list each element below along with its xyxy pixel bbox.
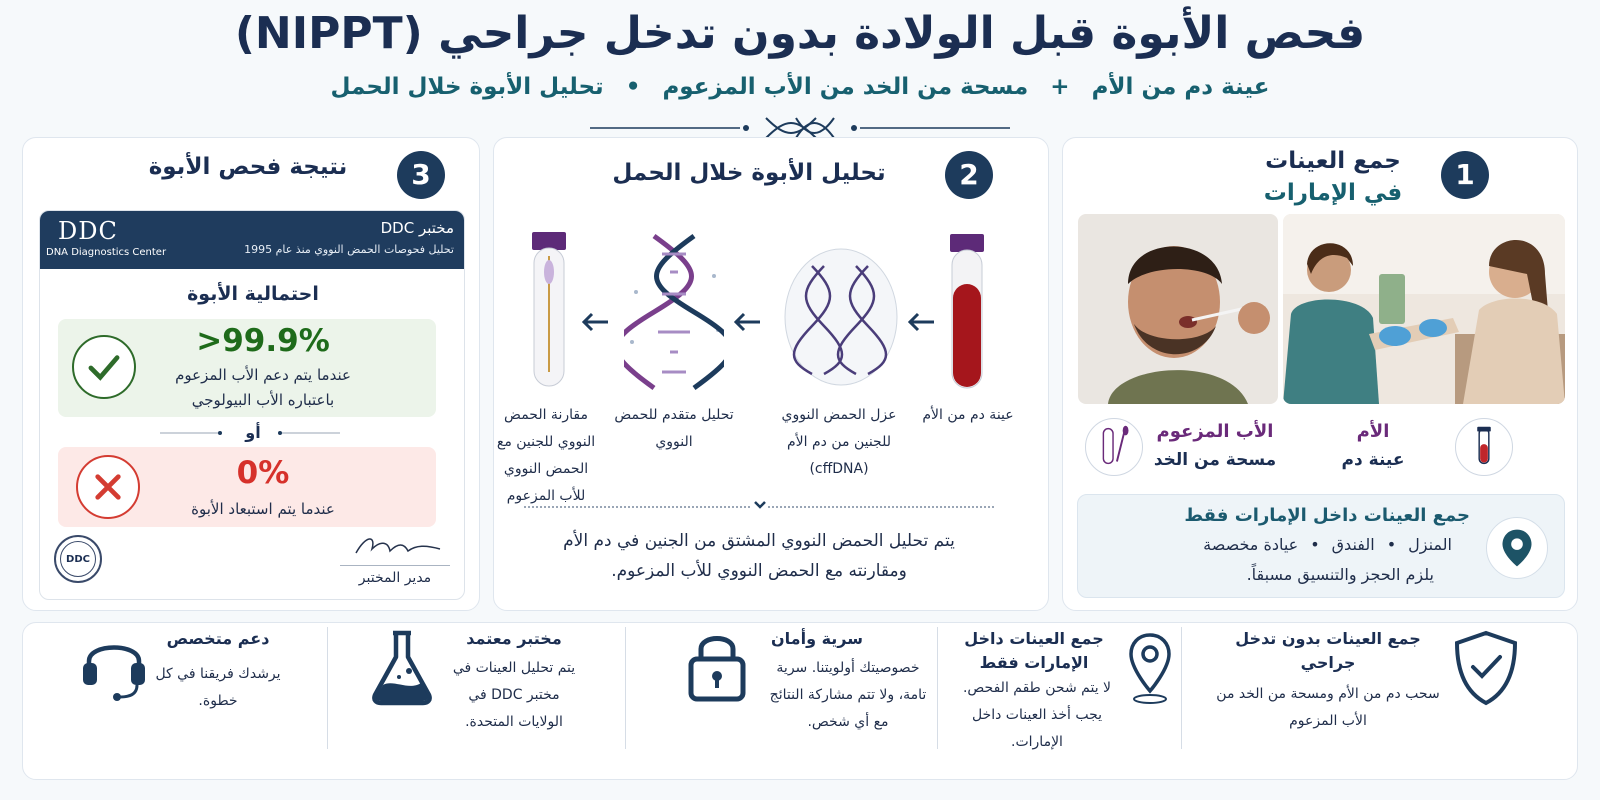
feature-privacy [627,623,933,781]
step1-title-location: في الإمارات [1263,180,1403,206]
positive-probability: >99.9% [196,323,330,359]
subtitle-analysis: تحليل الأبوة خلال الحمل [330,74,604,100]
feature-divider [1181,627,1182,749]
arrow-left-icon [906,312,936,332]
ddc-logo: DDC [58,217,118,245]
place-separator: • [1386,535,1397,554]
place-separator: • [1310,535,1320,554]
swab-tube-icon [524,232,574,392]
feature-text: لا يتم شحن طقم الفحص. يجب أخذ العينات داخل الإمارات. [962,680,1112,750]
report-header [40,211,465,269]
arrow-left-icon [580,312,610,332]
feature-divider [625,627,626,749]
positive-result-box [58,319,436,417]
step2-number: 2 [945,151,993,199]
feature-title: سرية وأمان [771,629,863,648]
negative-description: عندما يتم استبعاد الأبوة [191,500,335,518]
blood-tube-icon [1455,418,1513,476]
page-title: فحص الأبوة قبل الولادة بدون تدخل جراحي (NIPPT) [234,8,1366,59]
subtitle-plus: + [1050,74,1070,100]
checkmark-icon [72,335,136,399]
shield-check-icon [1451,629,1521,707]
feature-divider [327,627,328,749]
result-report-card [39,210,465,600]
step3-number: 3 [397,151,445,199]
father-label: الأب المزعوم [1156,421,1274,442]
location-pin-icon [1125,629,1175,709]
feature-title: دعم متخصص [166,629,270,648]
chevron-down-icon [752,498,768,512]
positive-description: عندما يتم دعم الأب المزعوم باعتباره الأب البيولوجي [175,366,351,409]
feature-text: يتم تحليل العينات في مختبر DDC في الولايات المتحدة. [452,660,576,730]
blood-sample-label: عينة دم من الأم [922,407,1014,423]
feature-noninvasive [1183,623,1573,781]
step2-title: تحليل الأبوة خلال الحمل [612,160,886,186]
cross-icon [76,455,140,519]
cffdna-isolation-label: عزل الحمض النووي للجنين من دم الأم (cffDNA) [781,407,897,477]
place-home: المنزل [1408,535,1452,554]
dna-analysis-label: تحليل متقدم للحمض النووي [614,407,734,450]
mother-sample-type: عينة دم [1341,450,1405,470]
feature-text: خصوصيتك أولويتنا. سرية تامة، ولا تتم مشاركة النتائج مع أي شخص. [769,660,927,730]
uae-collection-title: جمع العينات داخل الإمارات فقط [1184,505,1470,526]
negative-result-box [58,447,436,527]
seal-text: DDC [60,541,96,577]
step3-title: نتيجة فحص الأبوة [148,154,348,180]
dna-helix-icon [624,232,724,392]
or-label: أو [245,423,261,442]
negative-probability: 0% [236,455,290,491]
place-hotel: الفندق [1331,535,1375,554]
feature-text: يرشدك فريقنا في كل خطوة. [155,666,281,709]
father-sample-type: مسحة من الخد [1153,450,1277,470]
feature-accredited-lab [329,623,621,781]
step3-panel [22,137,480,611]
step1-title: جمع العينات [1265,148,1401,174]
feature-text: سحب دم من الأم ومسحة من الخد من الأب المزعوم [1216,686,1440,729]
feature-title: مختبر معتمد [466,629,562,648]
director-signature [346,531,446,561]
dna-comparison-label: مقارنة الحمض النووي للجنين مع الحمض النووي للأب المزعوم [496,407,596,504]
features-strip [22,622,1578,780]
probability-title: احتمالية الأبوة [187,283,319,305]
feature-title: جمع العينات بدون تدخل جراحي [1235,629,1421,672]
signature-label: مدير المختبر [340,565,450,586]
step2-panel [493,137,1049,611]
feature-support [33,623,323,781]
arrow-left-icon [732,312,762,332]
feature-uae-only [939,623,1179,781]
step1-number: 1 [1441,151,1489,199]
subtitle-dot: • [625,74,641,100]
flask-icon [369,627,435,707]
uae-collection-box [1077,494,1565,598]
step1-panel [1062,137,1578,611]
headset-icon [79,627,149,703]
father-cheek-swab-photo [1078,214,1278,404]
swab-tube-icon [1085,418,1143,476]
page-subtitle [0,74,1600,100]
booking-note: يلزم الحجز والتنسيق مسبقاً. [1246,565,1434,584]
ddc-seal [54,535,102,583]
subtitle-mother-sample: عينة دم من الأم [1091,74,1270,100]
feature-divider [937,627,938,749]
mother-blood-draw-photo [1283,214,1565,404]
mother-label: الأم [1356,421,1390,442]
collection-places [1203,535,1452,554]
dna-isolation-icon [782,246,900,388]
blood-tube-icon [942,234,992,394]
feature-title: جمع العينات داخل الإمارات فقط [964,629,1104,672]
padlock-icon [685,627,749,705]
step2-description: يتم تحليل الحمض النووي المشتق من الجنين في دم الأم ومقارنته مع الحمض النووي للأب المزعوم. [563,531,955,581]
lab-name: مختبر DDC [380,219,454,237]
ddc-logo-caption: DNA Diagnostics Center [46,247,167,258]
subtitle-father-sample: مسحة من الخد من الأب المزعوم [662,74,1029,100]
place-clinic: عيادة مخصصة [1203,535,1299,554]
lab-since: تحليل فحوصات الحمض النووي منذ عام 1995 [244,243,454,256]
location-pin-icon [1486,517,1548,579]
